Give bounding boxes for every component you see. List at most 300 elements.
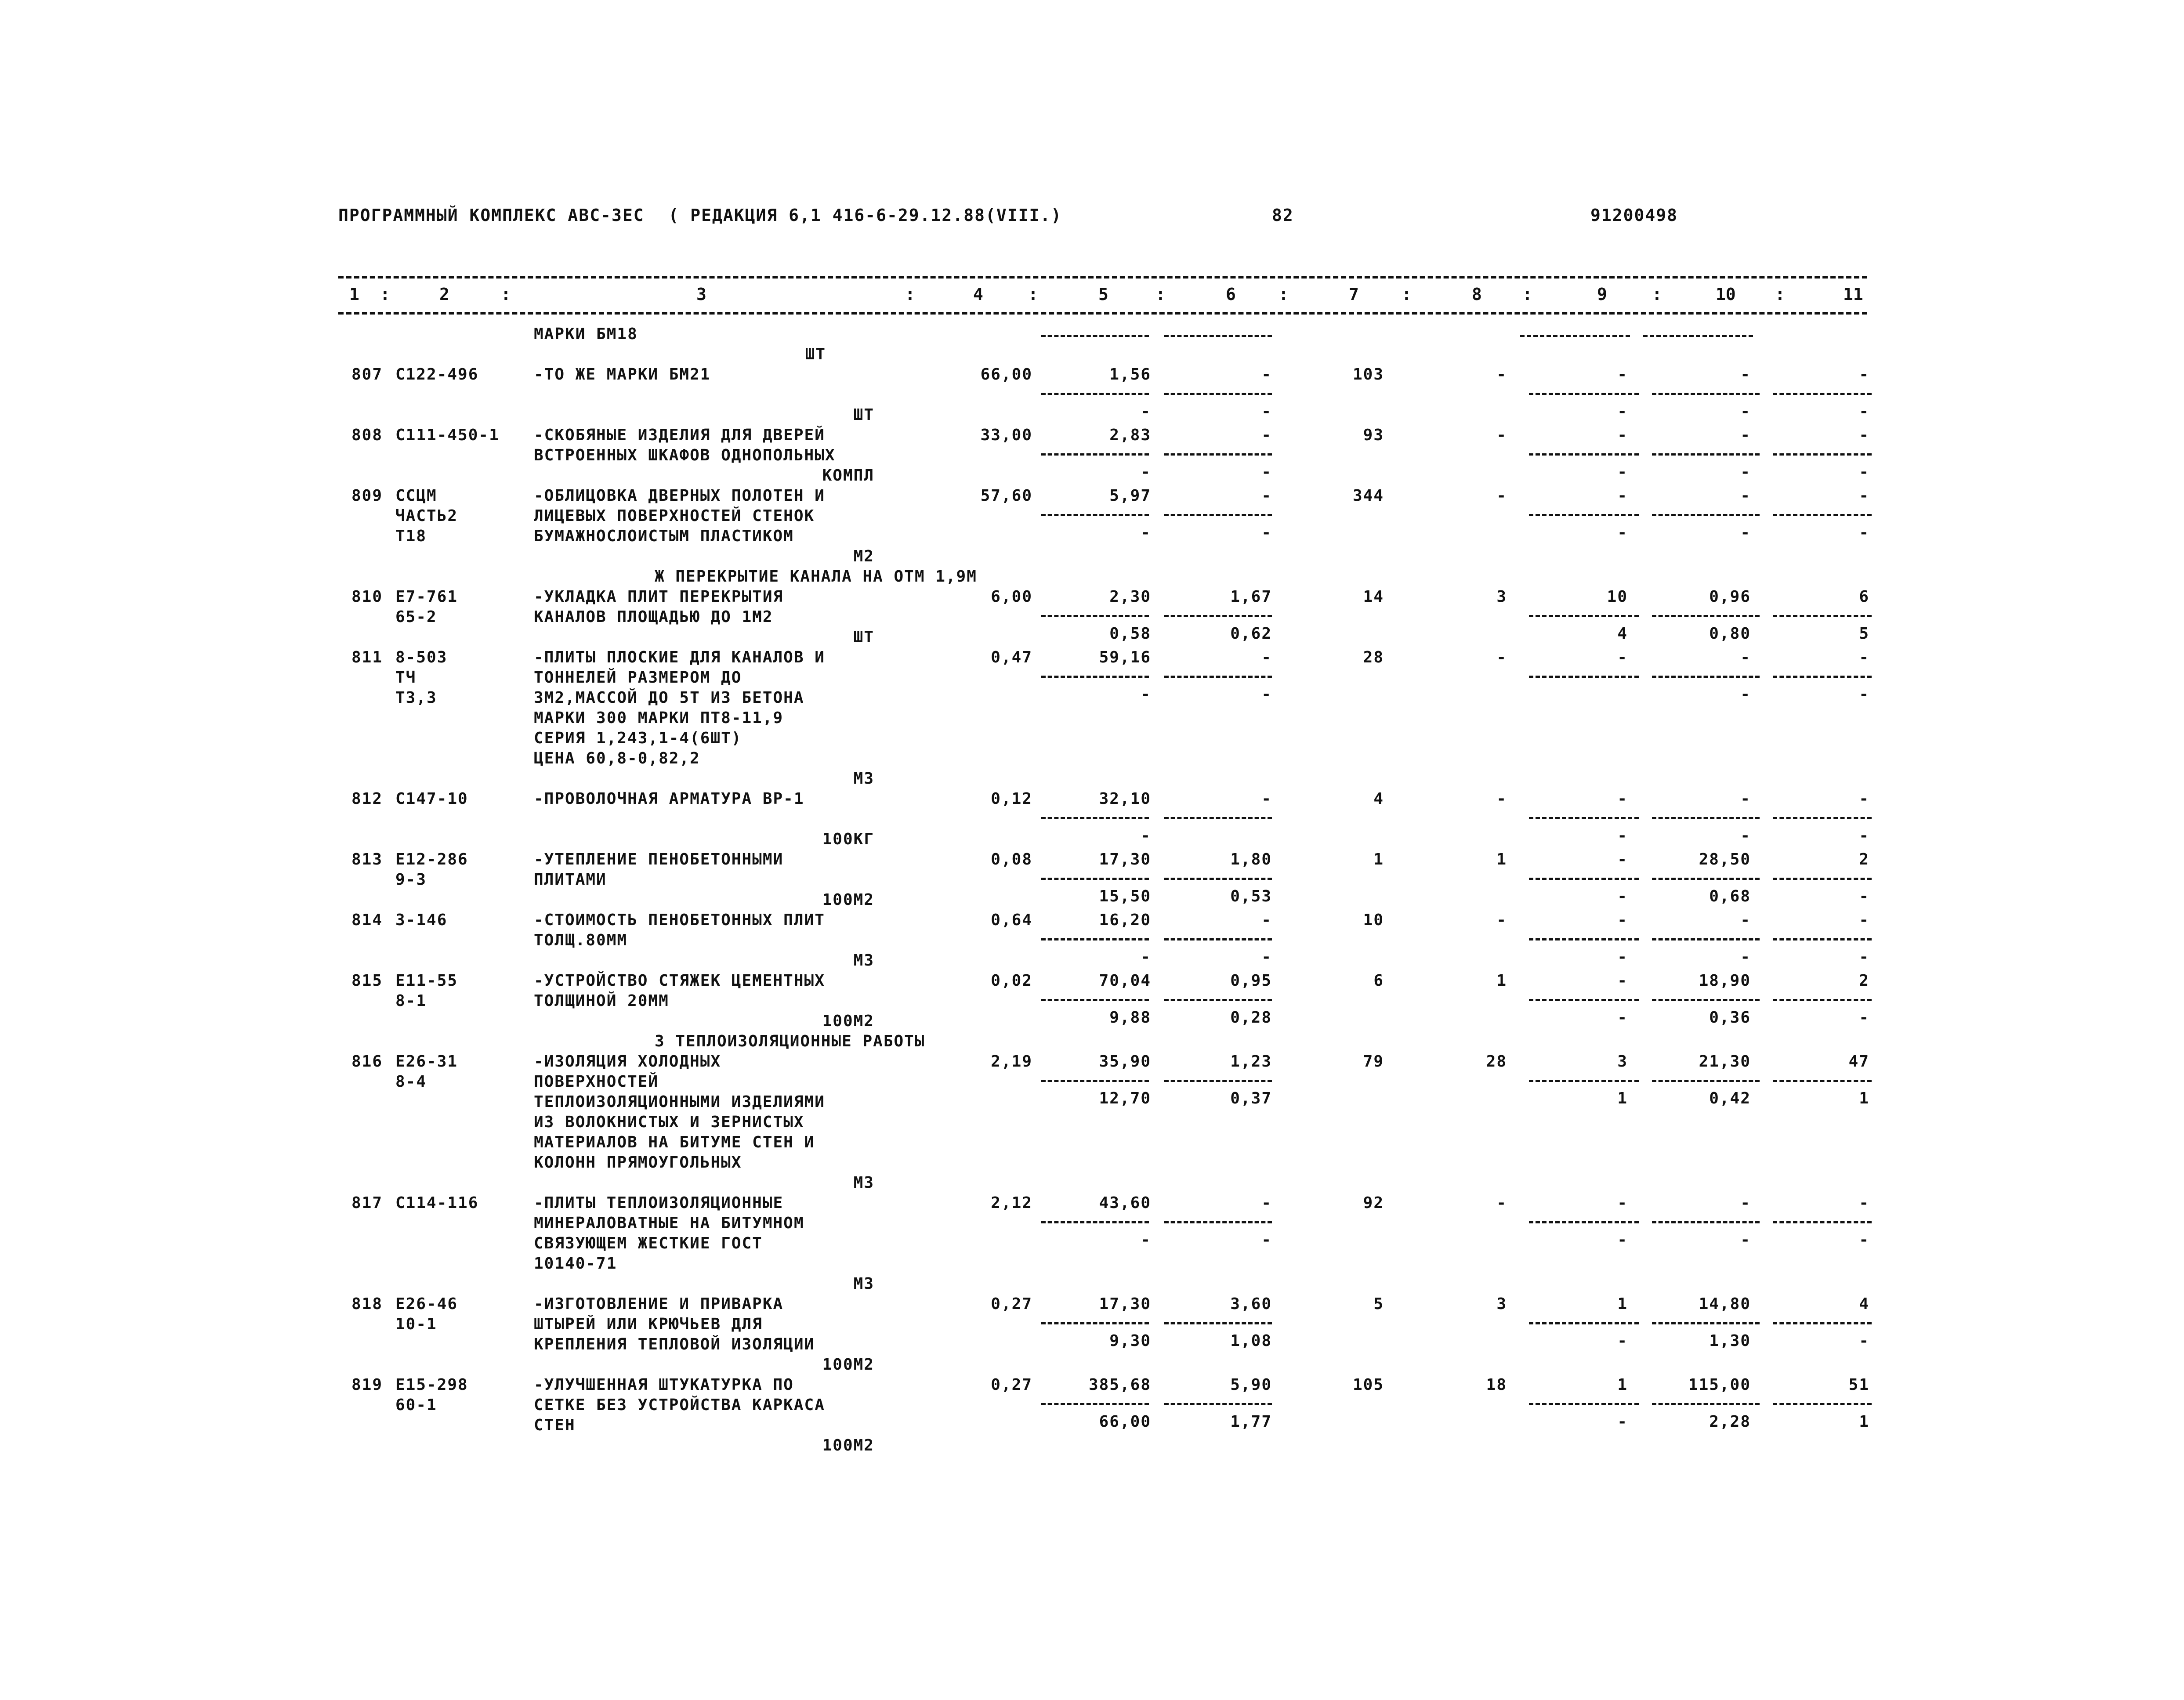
item-description: КРЕПЛЕНИЯ ТЕПЛОВОЙ ИЗОЛЯЦИИ [534,1335,815,1353]
unit-cost: 17,30 [1099,850,1151,868]
subtotal-rule [1773,999,1872,1001]
item-number: 807 [351,365,383,383]
machine-cost-sub: - [1261,685,1272,703]
col10-value: - [1740,911,1751,929]
program-name: ПРОГРАММНЫЙ КОМПЛЕКС АВС-3ЕС [338,206,645,225]
item-description: МИНЕРАЛОВАТНЫЕ НА БИТУМНОМ [534,1214,804,1232]
item-code: ССЦМ [395,487,437,505]
col10-value: 115,00 [1688,1376,1751,1394]
column-separator: : [501,285,511,304]
subtotal-rule [1529,615,1639,617]
labor-cost: 1 [1496,972,1507,990]
quantity: 2,19 [991,1053,1032,1071]
unit-label: М3 [853,951,874,969]
program-title [338,206,1062,225]
unit-cost-sub: - [1141,827,1151,845]
item-description: МАРКИ БМ18 [534,325,638,343]
col9-sub: - [1617,948,1628,966]
subtotal-rule [1773,1221,1872,1223]
item-code: 3-146 [395,911,448,929]
subtotal-rule [1041,878,1149,880]
subtotal-rule [1041,1080,1149,1082]
col10-sub: - [1740,463,1751,481]
col11-sub: - [1859,463,1869,481]
labor-cost: - [1496,426,1507,444]
column-separator: : [1522,285,1532,304]
item-code: Е12-286 [395,850,468,868]
subtotal-rule [1529,1403,1639,1405]
total-cost: 103 [1352,365,1384,383]
unit-cost: 32,10 [1099,790,1151,808]
unit-label: М3 [853,1174,874,1192]
col9-sub: 4 [1617,625,1628,643]
col9-sub: - [1617,524,1628,542]
col11-value: - [1859,365,1869,383]
unit-cost-sub: - [1141,402,1151,420]
subtotal-rule [1164,335,1272,337]
subtotal-rule [1529,1322,1639,1324]
subtotal-rule [1773,615,1872,617]
col10-sub: - [1740,524,1751,542]
unit-label: М2 [853,547,874,565]
col9-value: - [1617,972,1628,990]
section-heading: З ТЕПЛОИЗОЛЯЦИОННЫЕ РАБОТЫ [655,1032,925,1050]
quantity: 66,00 [980,365,1032,383]
machine-cost: - [1261,911,1272,929]
subtotal-rule [1164,1403,1272,1405]
item-number: 815 [351,972,383,990]
item-number: 818 [351,1295,383,1313]
unit-cost-sub: - [1141,463,1151,481]
col11-sub: - [1859,524,1869,542]
unit-cost-sub: - [1141,685,1151,703]
machine-cost-sub: - [1261,463,1272,481]
subtotal-rule [1529,878,1639,880]
col11-sub: - [1859,1009,1869,1027]
subtotal-rule [1773,878,1872,880]
total-cost: 344 [1352,487,1384,505]
col9-value: - [1617,911,1628,929]
unit-cost: 59,16 [1099,648,1151,666]
column-separator: : [1652,285,1662,304]
machine-cost-sub: 0,53 [1230,887,1272,905]
column-separator: : [380,285,390,304]
subtotal-rule [1773,1403,1872,1405]
unit-cost-sub: 15,50 [1099,887,1151,905]
item-description: ТОЛЩ.80ММ [534,931,628,949]
quantity: 0,64 [991,911,1032,929]
column-separator: : [905,285,915,304]
item-description: -УТЕПЛЕНИЕ ПЕНОБЕТОННЫМИ [534,850,784,868]
item-number: 813 [351,850,383,868]
item-code: С122-496 [395,365,479,383]
subtotal-rule [1041,676,1149,678]
item-description: -СКОБЯНЫЕ ИЗДЕЛИЯ ДЛЯ ДВЕРЕЙ [534,426,825,444]
item-description: БУМАЖНОСЛОИСТЫМ ПЛАСТИКОМ [534,527,794,545]
machine-cost-sub: 1,77 [1230,1413,1272,1431]
labor-cost: - [1496,648,1507,666]
col10-value: 28,50 [1699,850,1751,868]
item-description: ТОЛЩИНОЙ 20ММ [534,992,669,1010]
subtotal-rule [1529,676,1639,678]
subtotal-rule [1529,453,1639,456]
col11-value: - [1859,790,1869,808]
subtotal-rule [1773,1322,1872,1324]
unit-label: КОМПЛ [822,467,874,485]
subtotal-rule [1164,1322,1272,1324]
unit-cost: 2,83 [1109,426,1151,444]
col9-sub: - [1617,463,1628,481]
machine-cost: 0,95 [1230,972,1272,990]
col9-sub: - [1617,1332,1628,1350]
section-heading: Ж ПЕРЕКРЫТИЕ КАНАЛА НА ОТМ 1,9М [655,568,977,586]
subtotal-rule [1652,1221,1760,1223]
col9-sub: - [1617,1009,1628,1027]
quantity: 0,27 [991,1376,1032,1394]
labor-cost: - [1496,1194,1507,1212]
subtotal-rule [1041,393,1149,395]
total-cost: 14 [1363,588,1384,606]
unit-cost: 17,30 [1099,1295,1151,1313]
col9-sub: - [1617,1413,1628,1431]
col10-value: 14,80 [1699,1295,1751,1313]
machine-cost: 1,67 [1230,588,1272,606]
subtotal-rule [1773,514,1872,516]
quantity: 0,08 [991,850,1032,868]
item-code: Е7-761 [395,588,458,606]
col11-sub: - [1859,948,1869,966]
item-code: 8-1 [395,992,427,1010]
unit-label: М3 [853,1275,874,1293]
col9-value: 10 [1607,588,1628,606]
quantity: 0,47 [991,648,1032,666]
col11-sub: - [1859,402,1869,420]
unit-cost: 385,68 [1088,1376,1151,1394]
item-code: Е26-31 [395,1053,458,1071]
subtotal-rule [1652,393,1760,395]
machine-cost-sub: - [1261,402,1272,420]
item-description: СЕТКЕ БЕЗ УСТРОЙСТВА КАРКАСА [534,1396,825,1414]
machine-cost: - [1261,487,1272,505]
subtotal-rule [1041,514,1149,516]
unit-label: 100КГ [822,830,874,848]
item-code: Е11-55 [395,972,458,990]
col9-value: 3 [1617,1053,1628,1071]
item-number: 808 [351,426,383,444]
machine-cost: 5,90 [1230,1376,1272,1394]
total-cost: 105 [1352,1376,1384,1394]
unit-cost: 1,56 [1109,365,1151,383]
machine-cost: 1,23 [1230,1053,1272,1071]
item-code: Т18 [395,527,427,545]
col11-sub: - [1859,827,1869,845]
subtotal-rule [1773,393,1872,395]
item-description: ЛИЦЕВЫХ ПОВЕРХНОСТЕЙ СТЕНОК [534,507,815,525]
quantity: 57,60 [980,487,1032,505]
col9-value: - [1617,648,1628,666]
col9-sub: 1 [1617,1089,1628,1107]
unit-cost-sub: 9,88 [1109,1009,1151,1027]
unit-cost-sub: 0,58 [1109,625,1151,643]
item-number: 814 [351,911,383,929]
col10-sub: - [1740,948,1751,966]
item-description: -ТО ЖЕ МАРКИ БМ21 [534,365,711,383]
item-description: -ИЗГОТОВЛЕНИЕ И ПРИВАРКА [534,1295,784,1313]
unit-cost: 16,20 [1099,911,1151,929]
column-number: 4 [973,285,983,304]
machine-cost-sub: 0,62 [1230,625,1272,643]
subtotal-rule [1164,393,1272,395]
col9-value: - [1617,1194,1628,1212]
subtotal-rule [1041,615,1149,617]
col10-sub: - [1740,827,1751,845]
labor-cost: 3 [1496,588,1507,606]
unit-cost: 5,97 [1109,487,1151,505]
unit-cost: 70,04 [1099,972,1151,990]
edition-label: ( РЕДАКЦИЯ 6,1 [668,206,833,225]
subtotal-rule [1164,514,1272,516]
machine-cost: - [1261,365,1272,383]
unit-label: 100М2 [822,1012,874,1030]
quantity: 0,27 [991,1295,1032,1313]
subtotal-rule [1529,1221,1639,1223]
col9-sub: - [1617,827,1628,845]
total-cost: 1 [1373,850,1384,868]
unit-cost-sub: - [1141,1231,1151,1249]
subtotal-rule [1652,878,1760,880]
column-number: 3 [696,285,706,304]
item-description: -ИЗОЛЯЦИЯ ХОЛОДНЫХ [534,1053,721,1071]
item-description: КАНАЛОВ ПЛОЩАДЬЮ ДО 1М2 [534,608,773,626]
item-number: 817 [351,1194,383,1212]
item-description: ТЕПЛОИЗОЛЯЦИОННЫМИ ИЗДЕЛИЯМИ [534,1093,825,1111]
unit-label: 100М2 [822,891,874,909]
col10-value: 21,30 [1699,1053,1751,1071]
quantity: 2,12 [991,1194,1032,1212]
unit-cost-sub: 9,30 [1109,1332,1151,1350]
labor-cost: 3 [1496,1295,1507,1313]
subtotal-rule [1773,1080,1872,1082]
col9-sub: - [1617,1231,1628,1249]
subtotal-rule [1652,938,1760,940]
column-number: 9 [1597,285,1607,304]
item-description: ПЛИТАМИ [534,871,607,889]
col9-value: - [1617,487,1628,505]
unit-cost: 2,30 [1109,588,1151,606]
column-number: 8 [1472,285,1482,304]
column-separator: : [1402,285,1412,304]
subtotal-rule [1773,817,1872,819]
column-number: 7 [1349,285,1359,304]
col9-value: - [1617,365,1628,383]
col10-value: - [1740,790,1751,808]
subtotal-rule [1164,878,1272,880]
subtotal-rule [1652,1080,1760,1082]
col9-value: 1 [1617,1376,1628,1394]
item-description: -УКЛАДКА ПЛИТ ПЕРЕКРЫТИЯ [534,588,784,606]
item-code: Е15-298 [395,1376,468,1394]
item-description: СВЯЗУЮЩЕМ ЖЕСТКИЕ ГОСТ [534,1234,763,1252]
col10-value: - [1740,426,1751,444]
item-description: ИЗ ВОЛОКНИСТЫХ И ЗЕРНИСТЫХ [534,1113,804,1131]
unit-cost-sub: - [1141,524,1151,542]
machine-cost-sub: - [1261,1231,1272,1249]
quantity: 6,00 [991,588,1032,606]
col10-value: - [1740,487,1751,505]
unit-cost: 35,90 [1099,1053,1151,1071]
subtotal-rule [1529,817,1639,819]
total-cost: 28 [1363,648,1384,666]
subtotal-rule [1652,1403,1760,1405]
subtotal-rule [1041,817,1149,819]
item-description: ТОННЕЛЕЙ РАЗМЕРОМ ДО [534,669,742,687]
subtotal-rule [1164,676,1272,678]
machine-cost: - [1261,426,1272,444]
item-description: ШТЫРЕЙ ИЛИ КРЮЧЬЕВ ДЛЯ [534,1315,763,1333]
col11-sub: 5 [1859,625,1869,643]
item-code: Т3,3 [395,689,437,707]
machine-cost-sub: - [1261,948,1272,966]
total-cost: 79 [1363,1053,1384,1071]
unit-label: ШТ [853,406,874,424]
item-code: ТЧ [395,669,417,687]
col11-value: 2 [1859,850,1869,868]
unit-cost-sub: - [1141,948,1151,966]
item-code: ЧАСТЬ2 [395,507,458,525]
machine-cost: - [1261,790,1272,808]
col11-value: - [1859,648,1869,666]
item-description: -ОБЛИЦОВКА ДВЕРНЫХ ПОЛОТЕН И [534,487,825,505]
table-top-rule [338,276,1867,279]
labor-cost: 1 [1496,850,1507,868]
unit-cost: 43,60 [1099,1194,1151,1212]
labor-cost: - [1496,790,1507,808]
col10-sub: - [1740,685,1751,703]
unit-cost-sub: 66,00 [1099,1413,1151,1431]
col11-value: 4 [1859,1295,1869,1313]
item-number: 816 [351,1053,383,1071]
item-number: 811 [351,648,383,666]
unit-label: ШТ [805,345,826,363]
item-description: СЕРИЯ 1,243,1-4(6ШТ) [534,729,742,747]
subtotal-rule [1773,453,1872,456]
subtotal-rule [1652,1322,1760,1324]
item-number: 809 [351,487,383,505]
item-description: ВСТРОЕННЫХ ШКАФОВ ОДНОПОЛЬНЫХ [534,446,836,464]
machine-cost: - [1261,648,1272,666]
item-code: 8-503 [395,648,448,666]
item-code: С114-116 [395,1194,479,1212]
col11-value: - [1859,426,1869,444]
col10-sub: 0,80 [1709,625,1751,643]
item-description: -УСТРОЙСТВО СТЯЖЕК ЦЕМЕНТНЫХ [534,972,825,990]
subtotal-rule [1164,453,1272,456]
subtotal-rule [1529,938,1639,940]
item-number: 812 [351,790,383,808]
subtotal-rule [1041,999,1149,1001]
item-number: 810 [351,588,383,606]
col11-value: - [1859,911,1869,929]
column-number: 6 [1226,285,1236,304]
column-number: 10 [1716,285,1736,304]
unit-label: 100М2 [822,1356,874,1374]
subtotal-rule [1164,1221,1272,1223]
col11-value: 47 [1848,1053,1869,1071]
subtotal-rule [1041,1221,1149,1223]
table-header-rule [338,312,1867,315]
col11-sub: 1 [1859,1413,1869,1431]
subtotal-rule [1529,393,1639,395]
unit-cost-sub: 12,70 [1099,1089,1151,1107]
machine-cost-sub: 0,37 [1230,1089,1272,1107]
col11-sub: - [1859,887,1869,905]
subtotal-rule [1652,514,1760,516]
column-separator: : [1155,285,1166,304]
item-code: С147-10 [395,790,468,808]
subtotal-rule [1520,335,1630,337]
item-code: Е26-46 [395,1295,458,1313]
item-description: 10140-71 [534,1255,617,1273]
item-code: 10-1 [395,1315,437,1333]
col11-value: - [1859,487,1869,505]
item-code: 65-2 [395,608,437,626]
col10-sub: 0,68 [1709,887,1751,905]
column-number: 2 [439,285,449,304]
column-number: 5 [1098,285,1108,304]
column-number: 1 [349,285,359,304]
col9-value: - [1617,850,1628,868]
col9-value: 1 [1617,1295,1628,1313]
column-separator: : [1028,285,1038,304]
item-description: -УЛУЧШЕННАЯ ШТУКАТУРКА ПО [534,1376,794,1394]
col10-value: 0,96 [1709,588,1751,606]
col11-value: 51 [1848,1376,1869,1394]
col10-sub: 0,36 [1709,1009,1751,1027]
subtotal-rule [1652,453,1760,456]
item-description: 3М2,МАССОЙ ДО 5Т ИЗ БЕТОНА [534,689,804,707]
subtotal-rule [1773,938,1872,940]
quantity: 33,00 [980,426,1032,444]
item-code: С111-450-1 [395,426,500,444]
machine-cost: 1,80 [1230,850,1272,868]
col11-value: 2 [1859,972,1869,990]
labor-cost: 18 [1486,1376,1507,1394]
total-cost: 6 [1373,972,1384,990]
total-cost: 4 [1373,790,1384,808]
unit-label: М3 [853,770,874,788]
quantity: 0,12 [991,790,1032,808]
col11-sub: - [1859,1332,1869,1350]
item-description: -ПЛИТЫ ТЕПЛОИЗОЛЯЦИОННЫЕ [534,1194,784,1212]
subtotal-rule [1652,999,1760,1001]
subtotal-rule [1164,817,1272,819]
total-cost: 5 [1373,1295,1384,1313]
total-cost: 92 [1363,1194,1384,1212]
subtotal-rule [1773,676,1872,678]
subtotal-rule [1652,676,1760,678]
subtotal-rule [1164,615,1272,617]
subtotal-rule [1164,1080,1272,1082]
item-description: ПОВЕРХНОСТЕЙ [534,1073,659,1091]
column-separator: : [1279,285,1289,304]
subtotal-rule [1529,514,1639,516]
item-code: 9-3 [395,871,427,889]
machine-cost: 3,60 [1230,1295,1272,1313]
subtotal-rule [1041,335,1149,337]
labor-cost: - [1496,911,1507,929]
col11-value: - [1859,1194,1869,1212]
item-description: МАРКИ 300 МАРКИ ПТ8-11,9 [534,709,784,727]
